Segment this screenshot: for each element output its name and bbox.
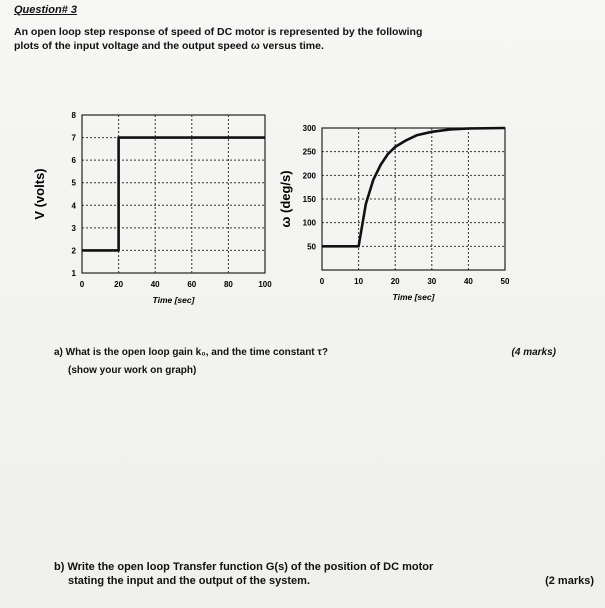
y-tick-label: 5: [71, 178, 76, 188]
y-tick-label: 7: [71, 133, 76, 143]
x-tick-label: 10: [354, 277, 364, 286]
y-tick-label: 200: [302, 171, 316, 181]
y-axis-label: V (volts): [32, 168, 47, 220]
y-tick-label: 150: [302, 195, 316, 204]
series-line: [322, 128, 505, 246]
y-tick-label: 6: [71, 156, 76, 166]
x-axis-label: Time [sec]: [152, 295, 195, 305]
part-a: [54, 344, 594, 380]
part-b-marks: (2 marks): [545, 575, 594, 587]
y-tick-label: 100: [302, 218, 316, 228]
x-tick-label: 20: [114, 280, 124, 289]
part-b-instruction: stating the input and the output of the system.: [68, 575, 310, 587]
y-tick-label: 250: [302, 147, 316, 157]
x-tick-label: 40: [463, 277, 473, 286]
y-tick-label: 4: [71, 201, 76, 211]
y-tick-label: 50: [307, 242, 316, 252]
x-tick-label: 40: [150, 280, 160, 289]
x-tick-label: 100: [258, 280, 272, 289]
x-tick-label: 20: [390, 277, 400, 286]
y-tick-label: 2: [71, 246, 76, 256]
y-tick-label: 8: [71, 111, 76, 120]
part-a-instruction: (show your work on graph): [68, 365, 197, 376]
voltage-chart: [32, 111, 272, 305]
speed-chart: [278, 124, 510, 302]
plot-frame: [322, 128, 505, 270]
x-tick-label: 30: [427, 277, 437, 286]
y-tick-label: 1: [71, 269, 76, 278]
part-b-question: b) Write the open loop Transfer function G(s) of the position of DC motor: [54, 561, 434, 573]
intro-line-1: An open loop step response of speed of DC motor is represented by the following: [14, 26, 423, 38]
x-tick-label: 0: [319, 277, 325, 286]
y-tick-label: 300: [302, 124, 316, 133]
series-line: [82, 138, 265, 251]
part-b: [54, 560, 594, 588]
x-tick-label: 50: [500, 277, 510, 286]
x-tick-label: 60: [187, 280, 197, 289]
question-title: Question# 3: [14, 4, 77, 16]
part-a-question: a) What is the open loop gain k₀, and the time constant τ?: [54, 347, 328, 358]
y-tick-label: 3: [71, 223, 76, 233]
part-a-marks: (4 marks): [511, 347, 556, 358]
x-tick-label: 0: [79, 280, 85, 289]
intro-line-2: plots of the input voltage and the output speed ω versus time.: [14, 40, 324, 52]
question-intro: [14, 25, 574, 53]
y-axis-label: ω (deg/s): [278, 170, 293, 228]
x-axis-label: Time [sec]: [392, 292, 435, 302]
x-tick-label: 80: [223, 280, 233, 289]
plots-figure: [0, 95, 605, 325]
